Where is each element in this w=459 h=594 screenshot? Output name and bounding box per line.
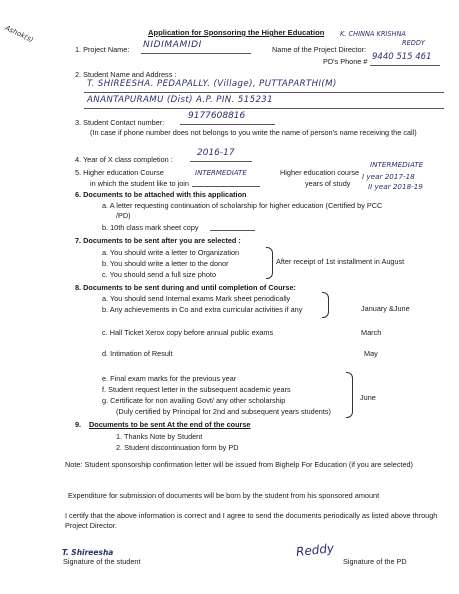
documents-attached-heading: 6. Documents to be attached with this application [75, 190, 247, 199]
doc-7b: b. You should write a letter to the donor [102, 259, 229, 268]
course-line-1 [192, 186, 260, 187]
doc-8d: d. Intimation of Result [102, 349, 173, 358]
doc-6b-line [210, 230, 255, 231]
years-study-label: years of study [305, 179, 351, 188]
doc-9-1: 1. Thanks Note by Student [116, 432, 203, 441]
expenditure-note: Expenditure for submission of documents will be born by the student from his sponsored amount [68, 491, 380, 500]
director-name-line1: K. CHINNA KRISHNA [340, 30, 406, 38]
corner-handwritten-note: Ashok(s) [3, 23, 35, 45]
course-value-1: INTERMEDIATE [195, 169, 247, 177]
x-class-year-label: 4. Year of X class completion : [75, 155, 173, 164]
doc-8efg-note: June [360, 393, 376, 402]
doc-8c-note: March [361, 328, 382, 337]
pd-signature: Reddy [295, 541, 335, 559]
brace-7 [266, 247, 273, 279]
years-value-1: I year 2017-18 [362, 172, 415, 181]
doc-7-note: After receipt of 1st installment in August [276, 257, 405, 266]
project-name-value: NIDIMAMIDI [143, 40, 202, 50]
course-value-2: INTERMEDIATE [370, 160, 424, 169]
address-line2-rule [84, 108, 444, 109]
x-class-year-line [190, 161, 252, 162]
doc-8e: e. Final exam marks for the previous year [102, 374, 237, 383]
sponsorship-note: Note: Student sponsorship confirmation letter will be issued from Bighelp For Education (if you are selected) [65, 460, 413, 469]
documents-during-course-heading: 8. Documents to be sent during and until completion of Course: [75, 283, 296, 292]
doc-6b: b. 10th class mark sheet copy [102, 223, 199, 232]
contact-number-line [180, 124, 275, 125]
doc-8g: g. Certificate for non availing Govt/ any other scholarship [102, 396, 286, 405]
documents-after-selected-heading: 7. Documents to be sent after you are selected : [75, 236, 241, 245]
doc-8f: f. Student request letter in the subsequent academic years [102, 385, 291, 394]
doc-8c: c. Hall Ticket Xerox copy before annual public exams [102, 328, 274, 337]
doc-8b: b. Any achievements in Co and extra curricular activities if any [102, 305, 303, 314]
contact-number-note: (In case if phone number does not belongs to you write the name of person's name receiving the call) [90, 128, 417, 137]
pd-signature-label: Signature of the PD [343, 557, 407, 566]
doc-8d-note: May [364, 349, 378, 358]
contact-number-value: 9177608816 [188, 111, 246, 121]
contact-number-label: 3. Student Contact number: [75, 118, 165, 127]
student-name-address-label: 2. Student Name and Address : [75, 70, 177, 79]
years-value-2: II year 2018-19 [368, 182, 423, 191]
doc-8a: a. You should send Internal exams Mark sheet periodically [102, 294, 291, 303]
brace-8ab [322, 292, 329, 318]
doc-9-2: 2. Student discontinuation form by PD [116, 443, 239, 452]
student-signature-label: Signature of the student [63, 557, 141, 566]
documents-end-course-heading: Documents to be sent At the end of the course [89, 420, 251, 429]
pd-phone-line [370, 65, 440, 66]
doc-8g-cont: (Duly certified by Principal for 2nd and subsequent years students) [116, 407, 331, 416]
certification-statement: I certify that the above information is correct and I agree to send the documents periodically as listed above through Project Director. [65, 511, 438, 530]
pd-phone-value: 9440 515 461 [372, 52, 432, 62]
page-title: Application for Sponsoring the Higher Education [148, 28, 325, 37]
x-class-year-value: 2016-17 [197, 148, 235, 158]
doc-6a-cont: /PD) [116, 211, 131, 220]
course-label-b: Higher education course [280, 168, 360, 177]
higher-course-label-2: in which the student like to join [90, 179, 189, 188]
pd-phone-label: PD's Phone # [323, 57, 368, 66]
project-name-line [141, 53, 251, 54]
address-line1-rule [84, 92, 444, 93]
doc-7a: a. You should write a letter to Organization [102, 248, 240, 257]
project-name-label: 1. Project Name: [75, 45, 130, 54]
doc-6a: a. A letter requesting continuation of scholarship for higher education (Certified by PCC [102, 201, 383, 210]
brace-8efg [346, 372, 353, 418]
doc-9-number: 9. [75, 420, 82, 429]
director-name-line2: REDDY [402, 39, 425, 47]
student-signature: T. Shireesha [62, 548, 114, 557]
student-address-line2: ANANTAPURAMU (Dist) A.P. PIN. 515231 [87, 95, 274, 105]
student-address-line1: T. SHIREESHA. PEDAPALLY. (Village), PUTTAPARTHI(M) [87, 79, 337, 89]
higher-course-label: 5. Higher education Course [75, 168, 164, 177]
doc-7c: c. You should send a full size photo [102, 270, 216, 279]
doc-8ab-note: January &June [361, 304, 410, 313]
director-label: Name of the Project Director: [272, 45, 367, 54]
